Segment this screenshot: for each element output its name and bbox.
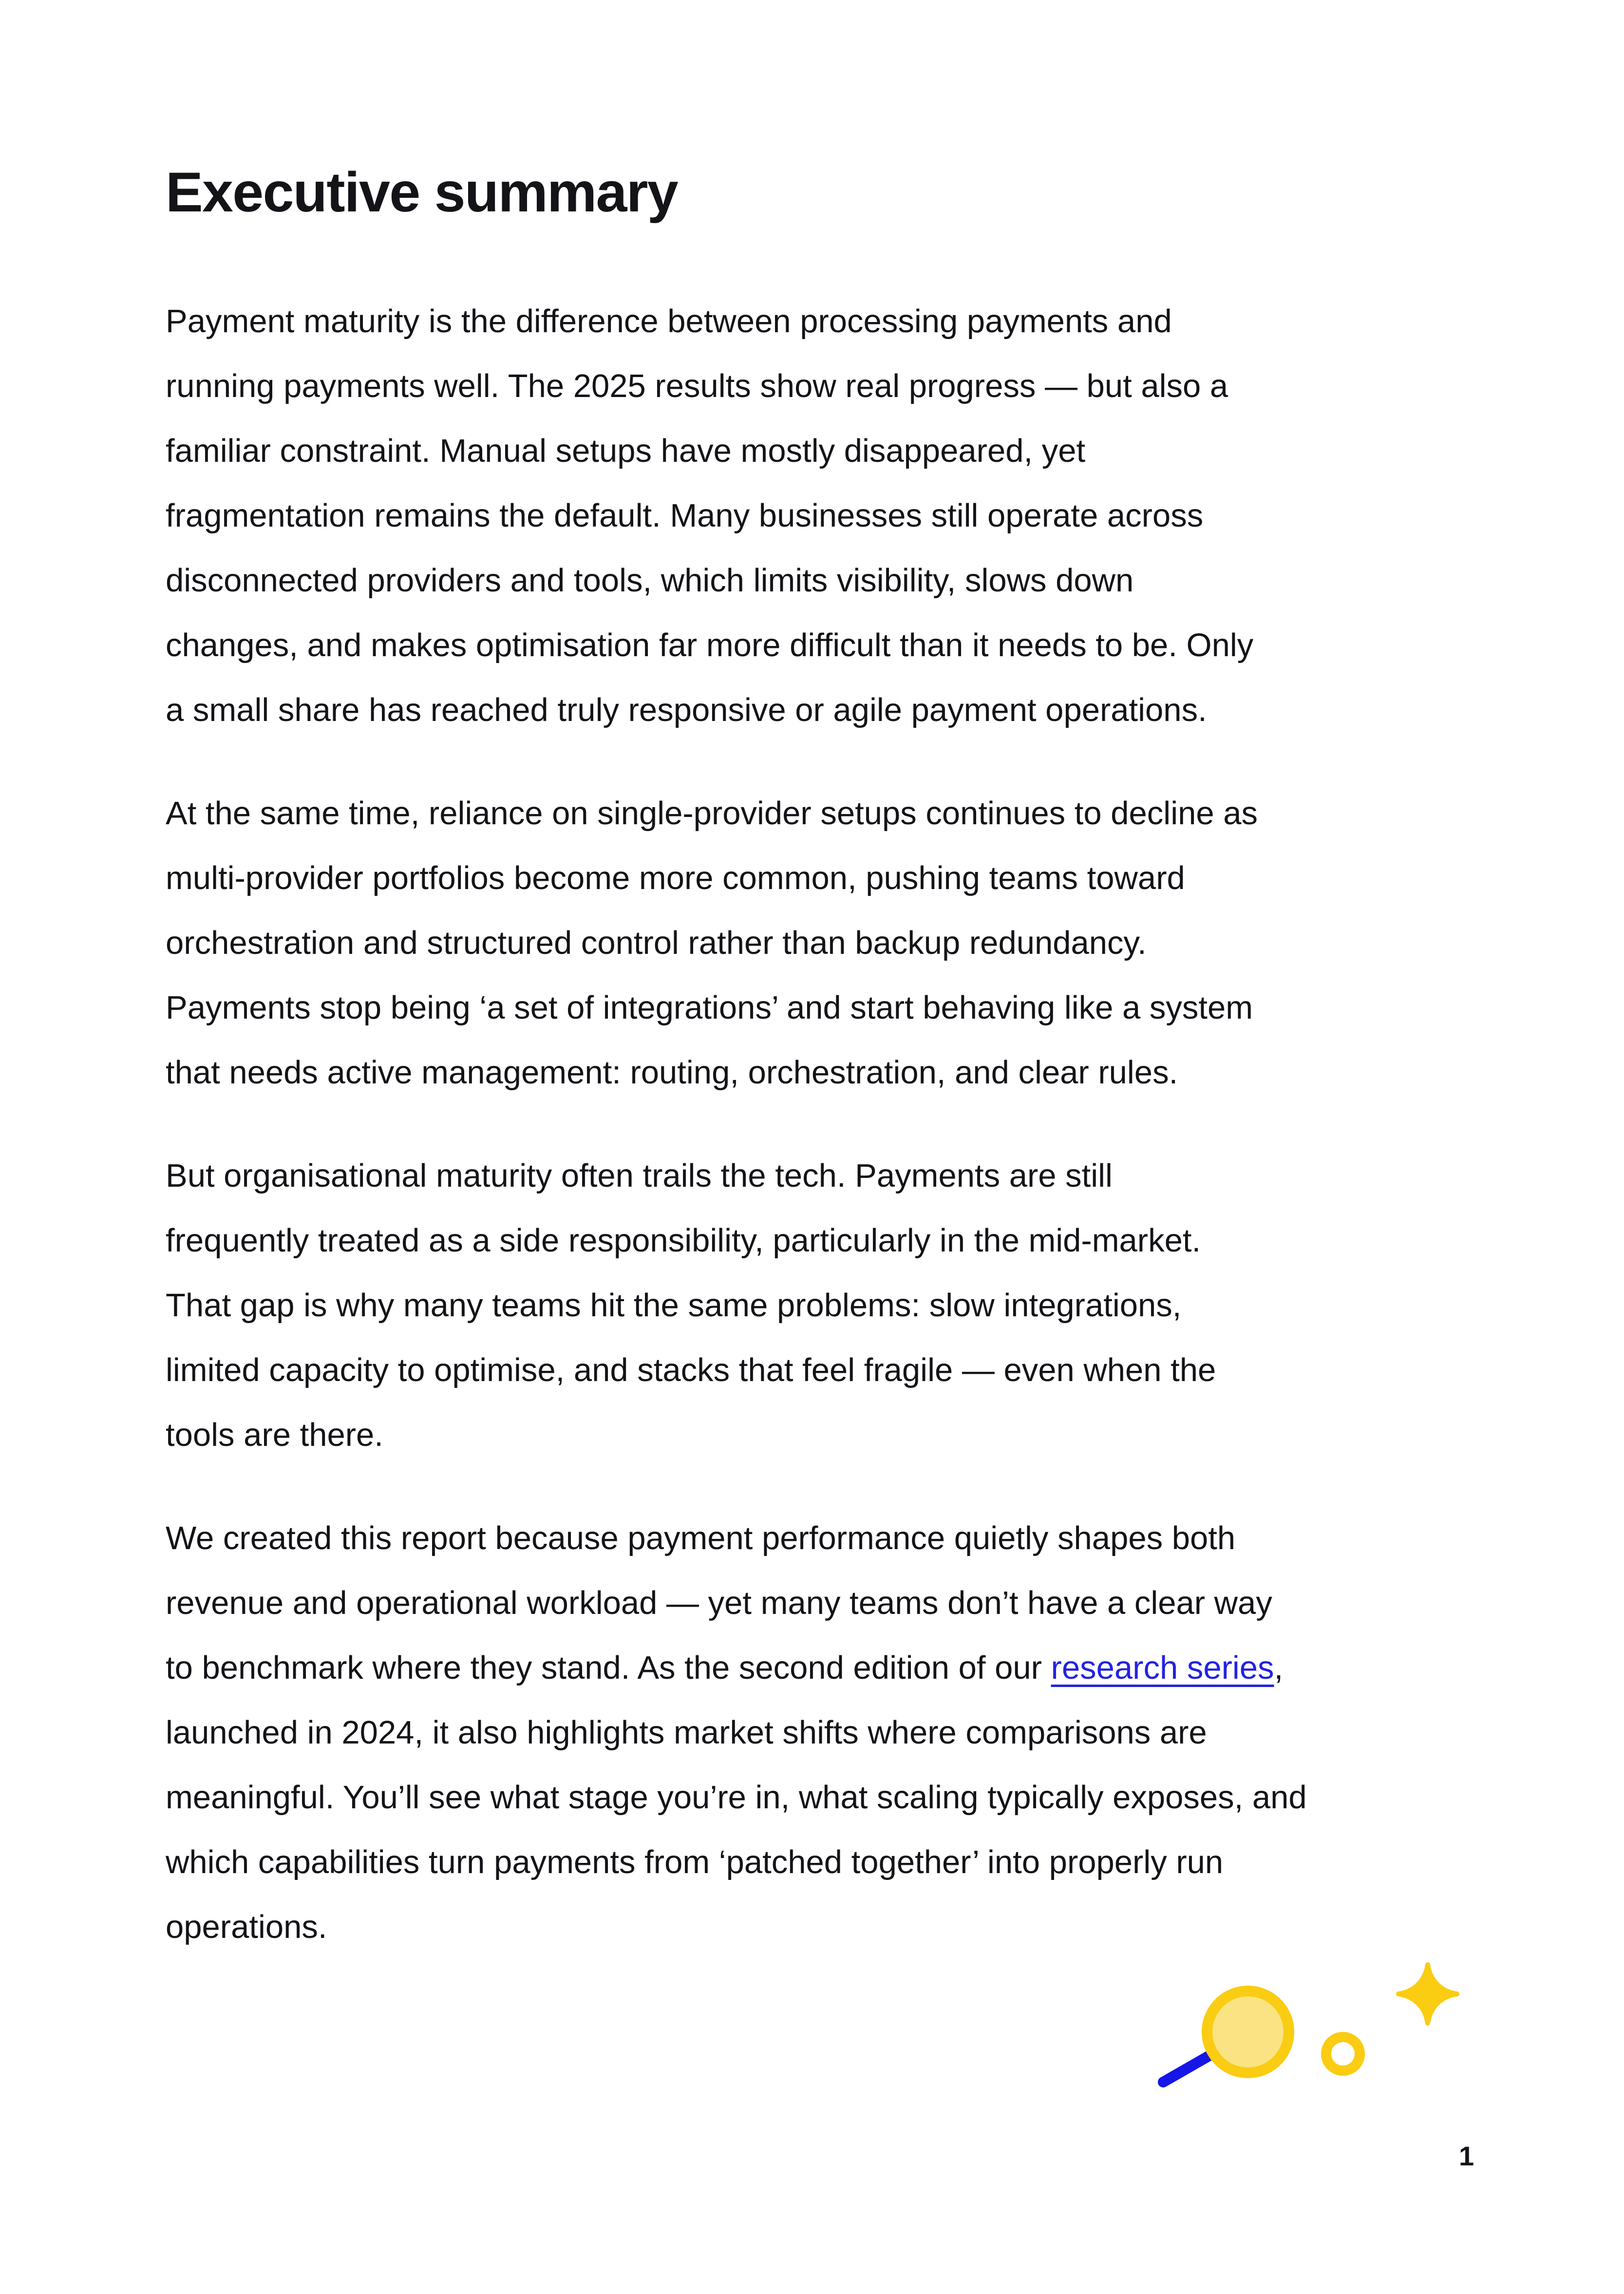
paragraph [166, 1506, 1307, 1959]
decorative-illustration [1135, 1939, 1476, 2114]
body-text-line-with-link [166, 1635, 1307, 1700]
link-line-pre-text: to benchmark where they stand. As the second edition of our [166, 1649, 1051, 1686]
page-number: 1 [1459, 2141, 1474, 2171]
paragraph [166, 1143, 1307, 1467]
body-text-line: orchestration and structured control rather than backup redundancy. [166, 925, 1147, 961]
body-text-line: But organisational maturity often trails the tech. Payments are still [166, 1157, 1113, 1194]
sparkle-icon [1398, 1965, 1457, 2023]
body-text-line: Payment maturity is the difference between processing payments and [166, 303, 1172, 340]
body-text-line: operations. [166, 1909, 327, 1945]
body-text-line: meaningful. You’ll see what stage you’re in, what scaling typically exposes, and [166, 1779, 1307, 1816]
body-text-line: revenue and operational workload — yet many teams don’t have a clear way [166, 1585, 1272, 1621]
body-text-line: that needs active management: routing, orchestration, and clear rules. [166, 1054, 1178, 1091]
body-text-line: We created this report because payment performance quietly shapes both [166, 1520, 1236, 1556]
body-text-line: multi-provider portfolios become more common, pushing teams toward [166, 860, 1185, 896]
magnifier-lens-glass [1212, 1996, 1284, 2067]
link-line-post-text: , [1274, 1649, 1284, 1686]
page-content [166, 161, 1307, 1959]
body-text-line: At the same time, reliance on single-provider setups continues to decline as [166, 795, 1258, 832]
body-text-line: tools are there. [166, 1417, 383, 1453]
body-text-line: running payments well. The 2025 results show real progress — but also a [166, 368, 1228, 404]
body-text-line: which capabilities turn payments from ‘patched together’ into properly run [166, 1844, 1224, 1880]
body-text-line: That gap is why many teams hit the same problems: slow integrations, [166, 1287, 1182, 1324]
body-text-line: a small share has reached truly responsive or agile payment operations. [166, 692, 1207, 728]
page-title: Executive summary [166, 161, 678, 224]
paragraph [166, 289, 1307, 742]
body-text-line: fragmentation remains the default. Many businesses still operate across [166, 497, 1204, 534]
research-series-link[interactable]: research series [1051, 1649, 1274, 1686]
body-text-line: frequently treated as a side responsibility, particularly in the mid-market. [166, 1222, 1201, 1259]
paragraph [166, 781, 1307, 1105]
ring-icon [1326, 2037, 1360, 2071]
body-text-line: Payments stop being ‘a set of integrations’ and start behaving like a system [166, 989, 1253, 1026]
body-text-line: launched in 2024, it also highlights market shifts where comparisons are [166, 1714, 1207, 1751]
body-text-line: changes, and makes optimisation far more difficult than it needs to be. Only [166, 627, 1254, 664]
body-text-line: familiar constraint. Manual setups have mostly disappeared, yet [166, 433, 1086, 469]
body-text-line: limited capacity to optimise, and stacks that feel fragile — even when the [166, 1352, 1216, 1388]
body-text-line: disconnected providers and tools, which limits visibility, slows down [166, 562, 1134, 599]
